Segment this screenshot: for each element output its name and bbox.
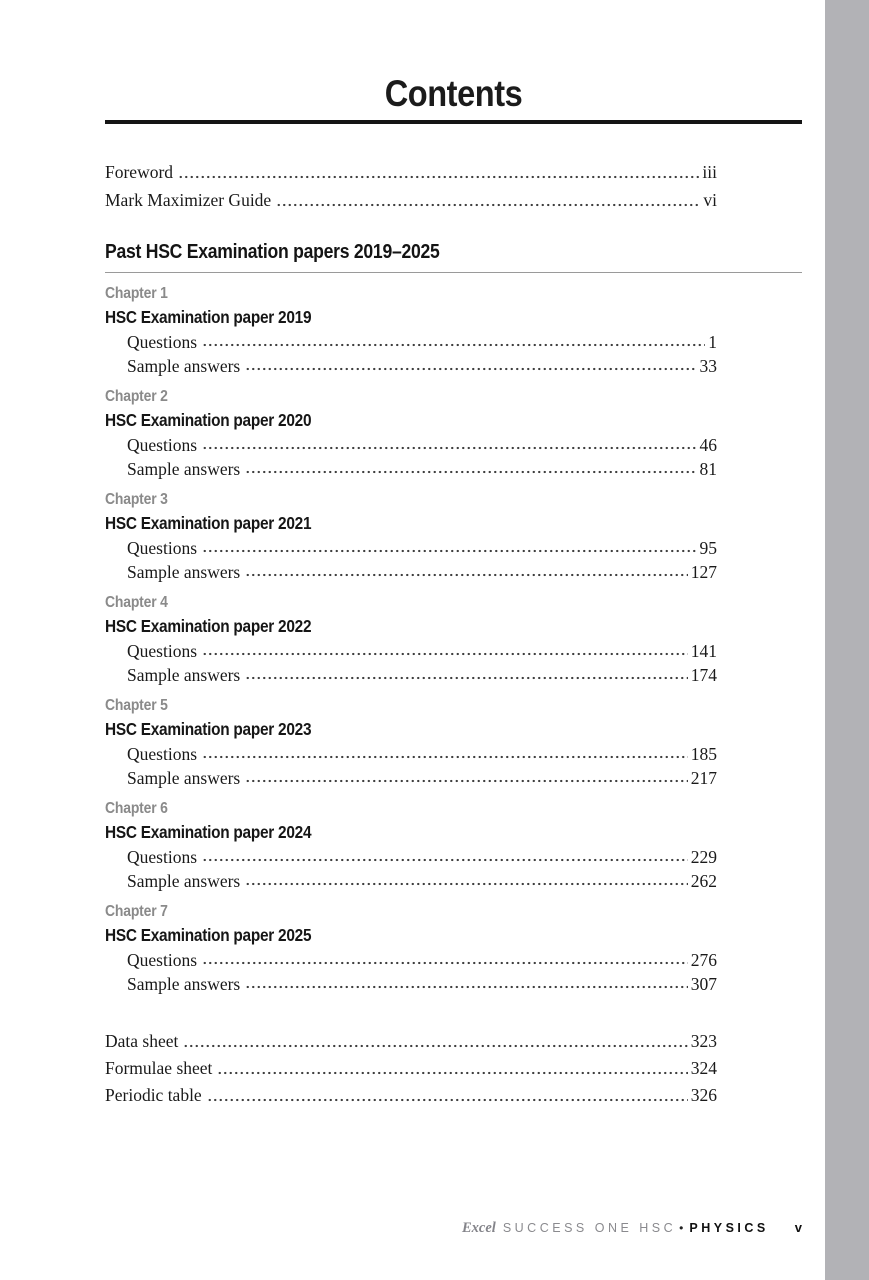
dot-leader	[245, 972, 688, 996]
toc-entry-label: Questions	[127, 641, 197, 661]
toc-entry-label: Sample answers	[127, 562, 241, 582]
toc-page-number: 141	[690, 641, 717, 661]
toc-row	[105, 433, 717, 457]
chapter-number-label: Chapter 6	[105, 800, 168, 817]
chapter-block	[105, 386, 802, 481]
toc-row	[105, 536, 717, 560]
dot-leader	[207, 1082, 688, 1109]
toc-row	[105, 845, 717, 869]
chapter-number-label: Chapter 4	[105, 594, 168, 611]
toc-page-number: 276	[690, 950, 717, 970]
toc-page-number: 217	[690, 768, 717, 788]
toc-entry-label: Questions	[127, 435, 197, 455]
toc-entry-label: Foreword	[105, 162, 174, 182]
dot-leader	[178, 158, 699, 186]
toc-entry-label: Questions	[127, 744, 197, 764]
footer-page-number: v	[794, 1220, 802, 1235]
dot-leader	[245, 457, 696, 481]
chapter-title: HSC Examination paper 2024	[105, 822, 312, 842]
toc-entry-label: Questions	[127, 538, 197, 558]
toc-entry-label: Questions	[127, 847, 197, 867]
toc-entry-label: Sample answers	[127, 459, 241, 479]
toc-row	[105, 330, 717, 354]
toc-page-number: 95	[699, 538, 717, 558]
dot-leader	[245, 766, 688, 790]
footer-brand-series: SUCCESS ONE HSC	[502, 1221, 677, 1235]
dot-leader	[202, 742, 688, 766]
chapter-title: HSC Examination paper 2021	[105, 513, 312, 533]
chapter-number-label: Chapter 5	[105, 697, 168, 714]
toc-row	[105, 869, 717, 893]
dot-leader	[202, 845, 688, 869]
toc-entry-label: Sample answers	[127, 974, 241, 994]
toc-page-number: vi	[703, 190, 717, 210]
dot-leader	[202, 433, 697, 457]
back-matter-list	[105, 1028, 802, 1109]
toc-page-number: 174	[690, 665, 717, 685]
toc-row	[105, 1055, 717, 1082]
chapter-number-label: Chapter 7	[105, 903, 168, 920]
dot-leader	[202, 330, 705, 354]
toc-row	[105, 560, 717, 584]
dot-leader	[245, 560, 688, 584]
toc-page-number: 307	[690, 974, 717, 994]
toc-row	[105, 948, 717, 972]
chapter-title: HSC Examination paper 2025	[105, 925, 312, 945]
toc-page-number: 185	[690, 744, 717, 764]
toc-entry-label: Questions	[127, 950, 197, 970]
toc-page-number: 127	[690, 562, 717, 582]
chapter-title: HSC Examination paper 2023	[105, 719, 312, 739]
chapter-title: HSC Examination paper 2019	[105, 307, 312, 327]
footer-separator-dot: •	[679, 1221, 684, 1235]
front-matter-list	[105, 158, 802, 214]
toc-page-number: 229	[690, 847, 717, 867]
footer-subject: PHYSICS	[689, 1221, 769, 1235]
toc-row	[105, 158, 717, 186]
toc-page-number: 33	[699, 356, 717, 376]
toc-page-number: 324	[690, 1058, 717, 1078]
toc-entry-label: Sample answers	[127, 768, 241, 788]
toc-page-number: 323	[690, 1031, 717, 1051]
toc-row	[105, 354, 717, 378]
dot-leader	[217, 1055, 687, 1082]
title-rule	[105, 120, 802, 124]
page-title: Contents	[384, 73, 523, 114]
section-rule	[105, 272, 802, 273]
toc-entry-label: Data sheet	[105, 1031, 179, 1051]
toc-row	[105, 1028, 717, 1055]
toc-entry-label: Sample answers	[127, 665, 241, 685]
toc-entry-label: Questions	[127, 332, 197, 352]
dot-leader	[183, 1028, 687, 1055]
chapter-block	[105, 901, 802, 996]
dot-leader	[245, 663, 688, 687]
page-edge-strip	[825, 0, 869, 1280]
toc-row	[105, 972, 717, 996]
chapter-number-label: Chapter 3	[105, 491, 168, 508]
dot-leader	[245, 869, 688, 893]
toc-row	[105, 186, 717, 214]
chapter-block	[105, 695, 802, 790]
toc-page-number: iii	[702, 162, 717, 182]
dot-leader	[245, 354, 696, 378]
toc-page-number: 46	[699, 435, 717, 455]
chapter-list	[105, 283, 802, 996]
toc-entry-label: Sample answers	[127, 871, 241, 891]
toc-page-number: 326	[690, 1085, 717, 1105]
section-heading: Past HSC Examination papers 2019–2025	[105, 241, 440, 263]
chapter-block	[105, 798, 802, 893]
content-column	[105, 0, 802, 1109]
toc-row	[105, 639, 717, 663]
chapter-title: HSC Examination paper 2020	[105, 410, 312, 430]
dot-leader	[276, 186, 700, 214]
toc-entry-label: Periodic table	[105, 1085, 202, 1105]
dot-leader	[202, 948, 688, 972]
toc-row	[105, 766, 717, 790]
chapter-number-label: Chapter 1	[105, 285, 168, 302]
toc-row	[105, 457, 717, 481]
toc-row	[105, 1082, 717, 1109]
toc-page-number: 1	[708, 332, 717, 352]
chapter-block	[105, 489, 802, 584]
toc-row	[105, 742, 717, 766]
dot-leader	[202, 639, 688, 663]
toc-page-number: 262	[690, 871, 717, 891]
toc-page-number: 81	[699, 459, 717, 479]
toc-row	[105, 663, 717, 687]
toc-entry-label: Mark Maximizer Guide	[105, 190, 272, 210]
page-footer	[105, 1220, 802, 1237]
chapter-block	[105, 283, 802, 378]
dot-leader	[202, 536, 697, 560]
footer-brand-excel: Excel	[461, 1220, 496, 1236]
chapter-number-label: Chapter 2	[105, 388, 168, 405]
toc-entry-label: Sample answers	[127, 356, 241, 376]
toc-entry-label: Formulae sheet	[105, 1058, 213, 1078]
chapter-title: HSC Examination paper 2022	[105, 616, 312, 636]
chapter-block	[105, 592, 802, 687]
